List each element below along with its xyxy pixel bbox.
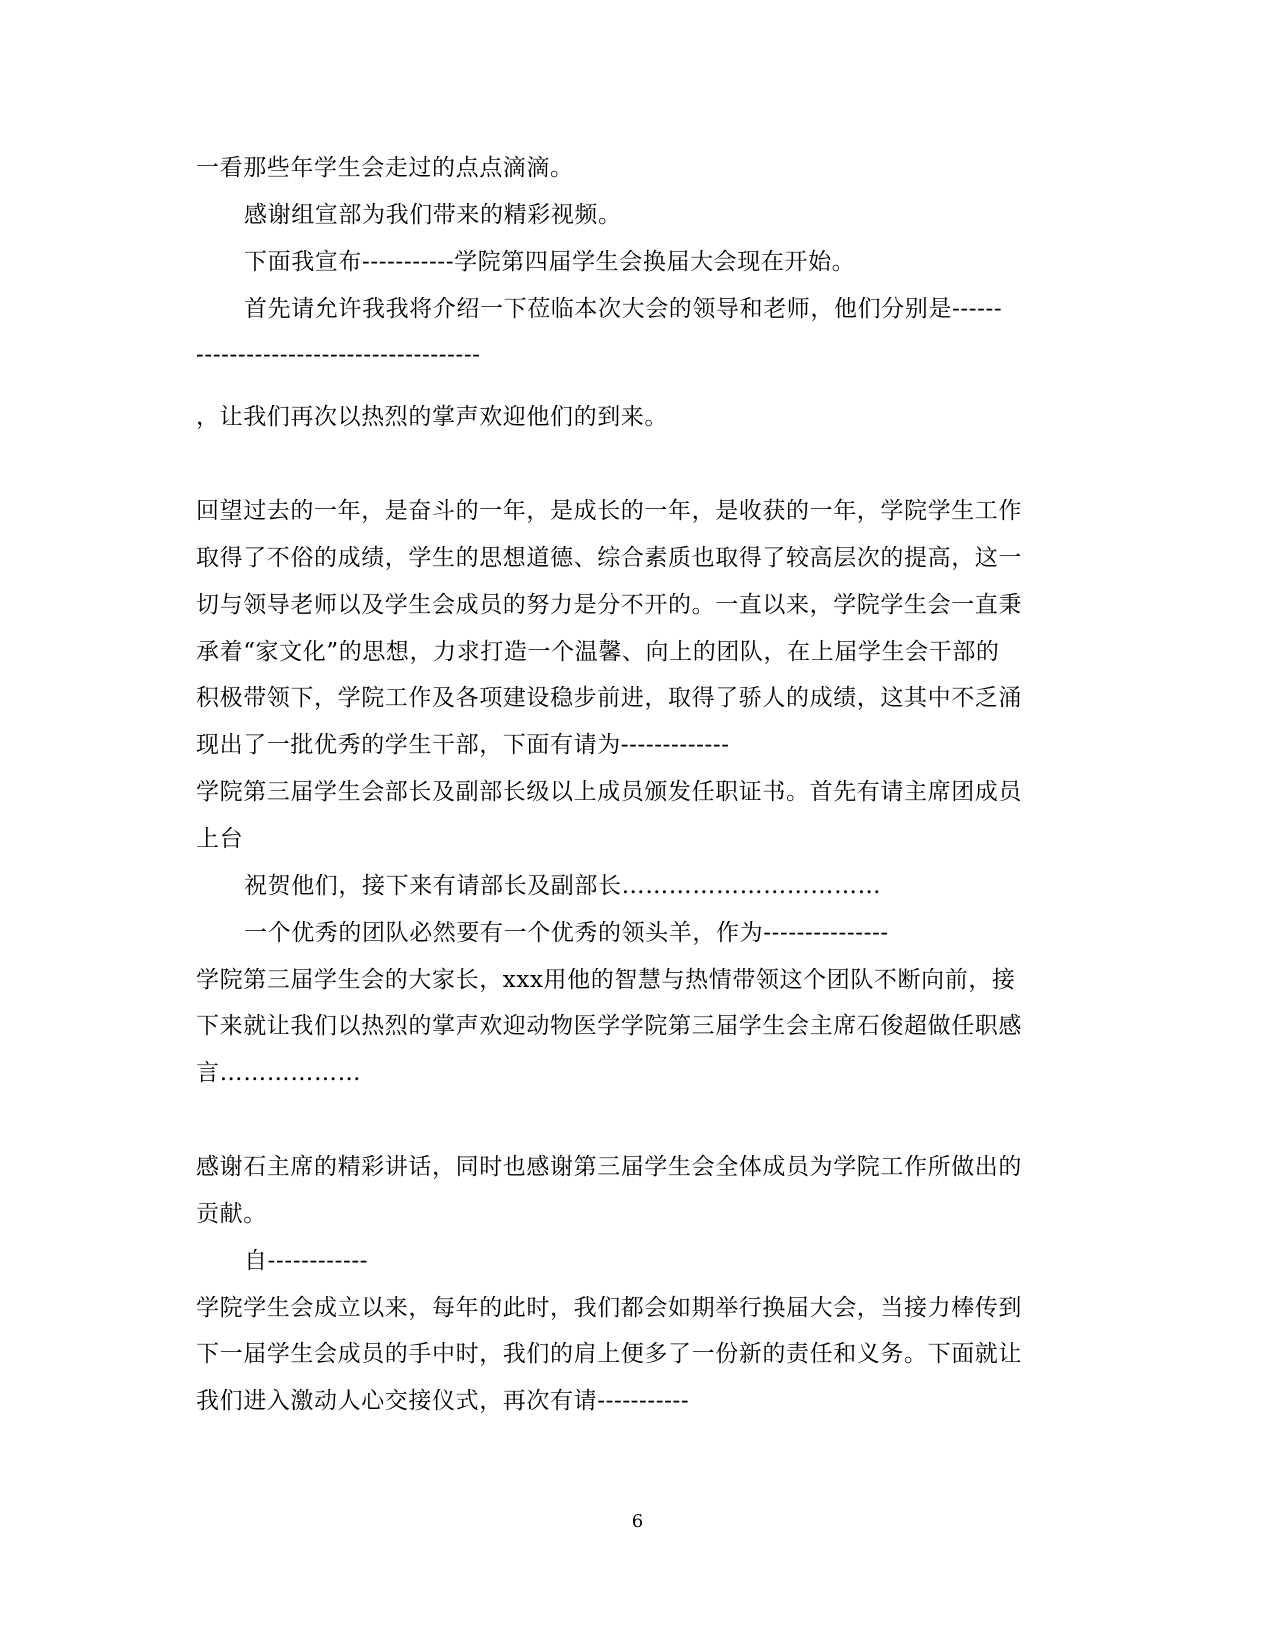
text-line-5: ---------------------------------- [196, 342, 481, 368]
text-line-20: 感谢石主席的精彩讲话，同时也感谢第三届学生会全体成员为学院工作所做出的 [196, 1154, 1022, 1180]
text-line-16: 一个优秀的团队必然要有一个优秀的领头羊，作为--------------- [244, 920, 889, 946]
text-line-4: 首先请允许我我将介绍一下莅临本次大会的领导和老师，他们分别是------ [244, 296, 1003, 322]
text-line-12: 现出了一批优秀的学生干部，下面有请为------------- [196, 732, 730, 758]
text-line-17: 学院第三届学生会的大家长，xxx用他的智慧与热情带领这个团队不断向前，接 [196, 967, 1016, 993]
text-line-18: 下来就让我们以热烈的掌声欢迎动物医学学院第三届学生会主席石俊超做任职感 [196, 1013, 1022, 1039]
text-line-9: 切与领导老师以及学生会成员的努力是分不开的。一直以来，学院学生会一直秉 [196, 592, 1022, 618]
text-line-10: 承着“家文化”的思想，力求打造一个温馨、向上的团队，在上届学生会干部的 [196, 639, 1000, 665]
text-line-14: 上台 [196, 826, 244, 852]
text-line-21: 贡献。 [196, 1201, 267, 1227]
text-line-8: 取得了不俗的成绩，学生的思想道德、综合素质也取得了较高层次的提高，这一 [196, 545, 1022, 571]
text-line-13: 学院第三届学生会部长及副部长级以上成员颁发任职证书。首先有请主席团成员 [196, 779, 1022, 805]
text-line-19: 言……………… [196, 1060, 362, 1086]
text-line-1: 一看那些年学生会走过的点点滴滴。 [196, 155, 574, 181]
text-line-3: 下面我宣布-----------学院第四届学生会换届大会现在开始。 [244, 249, 856, 275]
text-line-7: 回望过去的一年，是奋斗的一年，是成长的一年，是收获的一年，学院学生工作 [196, 498, 1022, 524]
text-line-24: 下一届学生会成员的手中时，我们的肩上便多了一份新的责任和义务。下面就让 [196, 1341, 1022, 1367]
page-number: 6 [631, 1511, 644, 1532]
text-line-25: 我们进入激动人心交接仪式，再次有请----------- [196, 1388, 690, 1414]
text-line-11: 积极带领下，学院工作及各项建设稳步前进，取得了骄人的成绩，这其中不乏涌 [196, 685, 1022, 711]
text-line-15: 祝贺他们，接下来有请部长及副部长…………………………… [244, 873, 882, 899]
text-line-2: 感谢组宣部为我们带来的精彩视频。 [244, 202, 622, 228]
text-line-23: 学院学生会成立以来，每年的此时，我们都会如期举行换届大会，当接力棒传到 [196, 1295, 1022, 1321]
text-line-22: 自------------ [244, 1248, 369, 1274]
text-line-6: ，让我们再次以热烈的掌声欢迎他们的到来。 [196, 404, 668, 430]
